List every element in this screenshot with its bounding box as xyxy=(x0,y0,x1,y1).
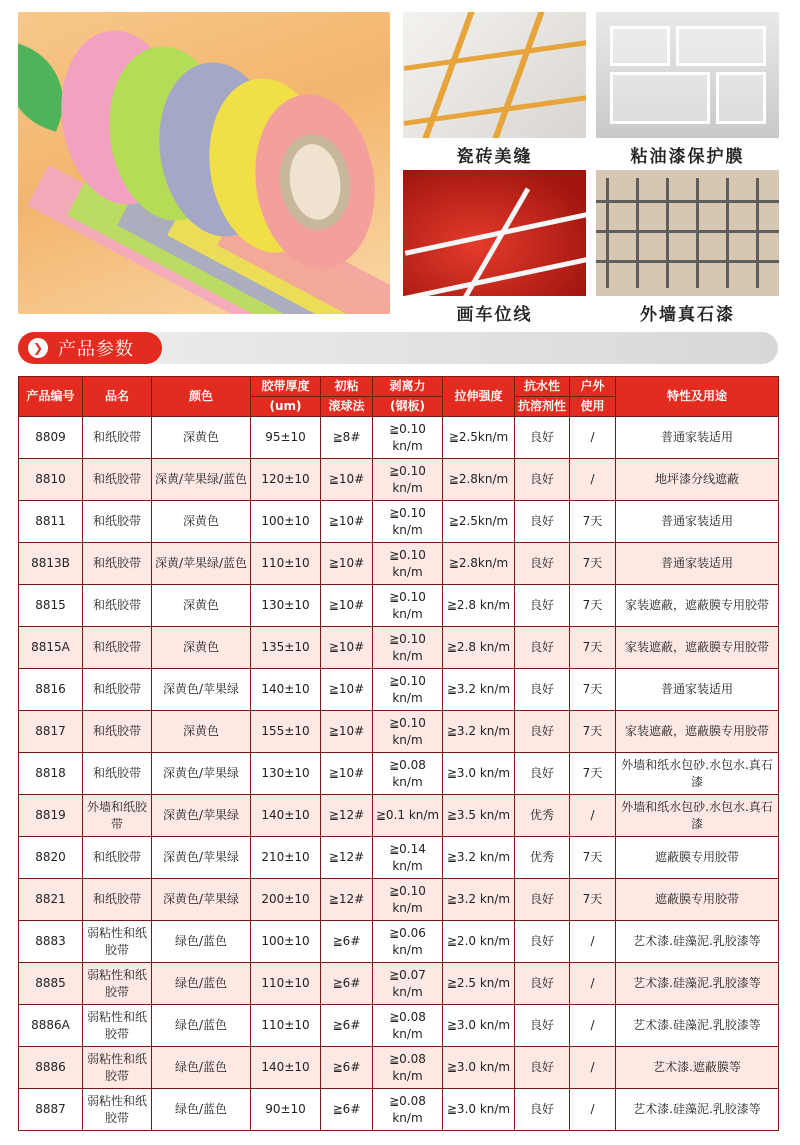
cell-tensile: ≧3.0 kn/m xyxy=(443,753,515,795)
cell-use: 普通家装适用 xyxy=(616,543,779,585)
cell-outdoor: 7天 xyxy=(570,669,616,711)
cell-name: 弱粘性和纸胶带 xyxy=(83,1089,152,1131)
cell-thickness: 130±10 xyxy=(251,753,321,795)
parking-line-photo xyxy=(403,170,586,296)
table-row xyxy=(19,543,779,585)
cell-thickness: 140±10 xyxy=(251,795,321,837)
cell-water: 良好 xyxy=(515,543,570,585)
table-row xyxy=(19,669,779,711)
section-title: 产品参数 xyxy=(58,339,134,360)
cell-water: 优秀 xyxy=(515,795,570,837)
cell-code: 8815A xyxy=(19,627,83,669)
cell-name: 和纸胶带 xyxy=(83,711,152,753)
table-row xyxy=(19,753,779,795)
header-color: 颜色 xyxy=(152,377,251,417)
cell-tack: ≧10# xyxy=(321,543,373,585)
cell-water: 良好 xyxy=(515,753,570,795)
cell-outdoor: 7天 xyxy=(570,711,616,753)
cell-code: 8818 xyxy=(19,753,83,795)
cell-color: 深黄色/苹果绿 xyxy=(152,669,251,711)
cell-thickness: 140±10 xyxy=(251,669,321,711)
cell-outdoor: 7天 xyxy=(570,627,616,669)
cell-color: 绿色/蓝色 xyxy=(152,963,251,1005)
cell-thickness: 210±10 xyxy=(251,837,321,879)
cell-use: 艺术漆.硅藻泥.乳胶漆等 xyxy=(616,921,779,963)
cell-water: 良好 xyxy=(515,459,570,501)
cell-water: 良好 xyxy=(515,627,570,669)
cell-code: 8885 xyxy=(19,963,83,1005)
cell-name: 和纸胶带 xyxy=(83,837,152,879)
cell-peel: ≧0.10 kn/m xyxy=(373,543,443,585)
cell-outdoor: / xyxy=(570,1005,616,1047)
cell-outdoor: / xyxy=(570,417,616,459)
header-peel-top: 剥离力 xyxy=(373,377,443,397)
cell-peel: ≧0.10 kn/m xyxy=(373,711,443,753)
cell-water: 良好 xyxy=(515,1047,570,1089)
cell-thickness: 135±10 xyxy=(251,627,321,669)
cell-tensile: ≧3.0 kn/m xyxy=(443,1005,515,1047)
chevron-right-icon: ❯ xyxy=(28,338,48,358)
paint-protection-film-photo xyxy=(596,12,779,138)
cell-peel: ≧0.10 kn/m xyxy=(373,585,443,627)
table-row xyxy=(19,879,779,921)
cell-thickness: 110±10 xyxy=(251,543,321,585)
table-row xyxy=(19,963,779,1005)
cell-color: 绿色/蓝色 xyxy=(152,1047,251,1089)
cell-outdoor: 7天 xyxy=(570,543,616,585)
header-outdoor-bottom: 使用 xyxy=(570,397,616,417)
cell-tack: ≧12# xyxy=(321,879,373,921)
cell-use: 艺术漆.遮蔽膜等 xyxy=(616,1047,779,1089)
cell-name: 和纸胶带 xyxy=(83,753,152,795)
cell-code: 8887 xyxy=(19,1089,83,1131)
cell-tack: ≧6# xyxy=(321,1005,373,1047)
tile-caption-4: 外墙真石漆 xyxy=(640,305,735,325)
cell-water: 良好 xyxy=(515,501,570,543)
table-row xyxy=(19,501,779,543)
table-row xyxy=(19,795,779,837)
cell-tensile: ≧2.5 kn/m xyxy=(443,963,515,1005)
cell-water: 良好 xyxy=(515,963,570,1005)
tape-core xyxy=(274,130,357,235)
cell-thickness: 155±10 xyxy=(251,711,321,753)
header-name: 品名 xyxy=(83,377,152,417)
table-row xyxy=(19,585,779,627)
cell-tack: ≧10# xyxy=(321,627,373,669)
cell-color: 绿色/蓝色 xyxy=(152,921,251,963)
table-row xyxy=(19,711,779,753)
cell-name: 和纸胶带 xyxy=(83,627,152,669)
cell-peel: ≧0.1 kn/m xyxy=(373,795,443,837)
header-thickness-bottom: (um) xyxy=(251,397,321,417)
cell-outdoor: / xyxy=(570,1089,616,1131)
cell-name: 和纸胶带 xyxy=(83,585,152,627)
cell-code: 8810 xyxy=(19,459,83,501)
cell-water: 良好 xyxy=(515,711,570,753)
cell-tensile: ≧3.2 kn/m xyxy=(443,669,515,711)
cell-color: 深黄色/苹果绿 xyxy=(152,837,251,879)
section-header-pill xyxy=(18,332,162,364)
cell-peel: ≧0.08 kn/m xyxy=(373,1047,443,1089)
cell-tensile: ≧2.5kn/m xyxy=(443,417,515,459)
header-water-bottom: 抗溶剂性 xyxy=(515,397,570,417)
cell-color: 深黄色/苹果绿 xyxy=(152,753,251,795)
tile-caption-3: 画车位线 xyxy=(456,305,533,325)
cell-color: 深黄色 xyxy=(152,627,251,669)
cell-tensile: ≧3.2 kn/m xyxy=(443,837,515,879)
table-row xyxy=(19,921,779,963)
cell-thickness: 140±10 xyxy=(251,1047,321,1089)
cell-water: 良好 xyxy=(515,669,570,711)
cell-tensile: ≧2.5kn/m xyxy=(443,501,515,543)
cell-thickness: 100±10 xyxy=(251,501,321,543)
cell-use: 遮蔽膜专用胶带 xyxy=(616,837,779,879)
cell-water: 良好 xyxy=(515,879,570,921)
table-header-row-1 xyxy=(19,377,779,397)
header-code: 产品编号 xyxy=(19,377,83,417)
cell-tack: ≧6# xyxy=(321,1089,373,1131)
product-parameters-table xyxy=(18,376,779,1131)
header-tensile: 拉伸强度 xyxy=(443,377,515,417)
cell-tensile: ≧3.2 kn/m xyxy=(443,879,515,921)
cell-use: 普通家装适用 xyxy=(616,417,779,459)
cell-tack: ≧8# xyxy=(321,417,373,459)
cell-water: 良好 xyxy=(515,1089,570,1131)
cell-name: 弱粘性和纸胶带 xyxy=(83,963,152,1005)
cell-code: 8819 xyxy=(19,795,83,837)
cell-use: 艺术漆.硅藻泥.乳胶漆等 xyxy=(616,963,779,1005)
cell-code: 8811 xyxy=(19,501,83,543)
cell-name: 和纸胶带 xyxy=(83,417,152,459)
cell-outdoor: 7天 xyxy=(570,585,616,627)
cell-code: 8817 xyxy=(19,711,83,753)
cell-use: 普通家装适用 xyxy=(616,501,779,543)
cell-thickness: 110±10 xyxy=(251,1005,321,1047)
cell-thickness: 110±10 xyxy=(251,963,321,1005)
cell-outdoor: 7天 xyxy=(570,879,616,921)
cell-code: 8883 xyxy=(19,921,83,963)
cell-code: 8886 xyxy=(19,1047,83,1089)
cell-outdoor: / xyxy=(570,795,616,837)
cell-outdoor: 7天 xyxy=(570,501,616,543)
cell-peel: ≧0.10 kn/m xyxy=(373,669,443,711)
cell-peel: ≧0.08 kn/m xyxy=(373,1089,443,1131)
cell-name: 弱粘性和纸胶带 xyxy=(83,1047,152,1089)
cell-outdoor: 7天 xyxy=(570,753,616,795)
cell-color: 绿色/蓝色 xyxy=(152,1089,251,1131)
cell-outdoor: / xyxy=(570,921,616,963)
header-thickness-top: 胶带厚度 xyxy=(251,377,321,397)
cell-tack: ≧10# xyxy=(321,585,373,627)
cell-color: 深黄/苹果绿/蓝色 xyxy=(152,543,251,585)
cell-use: 家装遮蔽，遮蔽膜专用胶带 xyxy=(616,627,779,669)
cell-use: 外墙和纸水包砂.水包水.真石漆 xyxy=(616,753,779,795)
cell-use: 家装遮蔽，遮蔽膜专用胶带 xyxy=(616,585,779,627)
cell-use: 外墙和纸水包砂.水包水.真石漆 xyxy=(616,795,779,837)
header-tack-top: 初粘 xyxy=(321,377,373,397)
cell-code: 8886A xyxy=(19,1005,83,1047)
cell-code: 8816 xyxy=(19,669,83,711)
cell-peel: ≧0.10 kn/m xyxy=(373,501,443,543)
cell-tack: ≧6# xyxy=(321,963,373,1005)
cell-tack: ≧10# xyxy=(321,459,373,501)
cell-name: 弱粘性和纸胶带 xyxy=(83,921,152,963)
cell-use: 家装遮蔽，遮蔽膜专用胶带 xyxy=(616,711,779,753)
table-row xyxy=(19,837,779,879)
header-outdoor-top: 户外 xyxy=(570,377,616,397)
header-water-top: 抗水性 xyxy=(515,377,570,397)
cell-tack: ≧10# xyxy=(321,669,373,711)
cell-peel: ≧0.10 kn/m xyxy=(373,627,443,669)
cell-tensile: ≧2.8 kn/m xyxy=(443,627,515,669)
cell-tensile: ≧3.0 kn/m xyxy=(443,1089,515,1131)
cell-thickness: 95±10 xyxy=(251,417,321,459)
cell-tack: ≧6# xyxy=(321,1047,373,1089)
cell-tensile: ≧3.2 kn/m xyxy=(443,711,515,753)
table-row xyxy=(19,1005,779,1047)
table-row xyxy=(19,417,779,459)
cell-peel: ≧0.08 kn/m xyxy=(373,753,443,795)
cell-name: 弱粘性和纸胶带 xyxy=(83,1005,152,1047)
cell-use: 遮蔽膜专用胶带 xyxy=(616,879,779,921)
cell-outdoor: / xyxy=(570,1047,616,1089)
cell-peel: ≧0.10 kn/m xyxy=(373,417,443,459)
cell-use: 艺术漆.硅藻泥.乳胶漆等 xyxy=(616,1089,779,1131)
cell-tack: ≧10# xyxy=(321,753,373,795)
cell-tack: ≧10# xyxy=(321,711,373,753)
hero-tape-rolls-photo xyxy=(18,12,390,314)
cell-tensile: ≧2.8kn/m xyxy=(443,543,515,585)
cell-color: 深黄色 xyxy=(152,501,251,543)
cell-code: 8809 xyxy=(19,417,83,459)
cell-peel: ≧0.10 kn/m xyxy=(373,459,443,501)
cell-outdoor: 7天 xyxy=(570,837,616,879)
cell-use: 艺术漆.硅藻泥.乳胶漆等 xyxy=(616,1005,779,1047)
cell-outdoor: / xyxy=(570,963,616,1005)
cell-water: 良好 xyxy=(515,921,570,963)
cell-outdoor: / xyxy=(570,459,616,501)
exterior-stone-paint-photo xyxy=(596,170,779,296)
cell-peel: ≧0.10 kn/m xyxy=(373,879,443,921)
cell-water: 良好 xyxy=(515,1005,570,1047)
header-tack-bottom: 滚球法 xyxy=(321,397,373,417)
cell-tensile: ≧2.0 kn/m xyxy=(443,921,515,963)
cell-water: 优秀 xyxy=(515,837,570,879)
cell-name: 和纸胶带 xyxy=(83,879,152,921)
cell-water: 良好 xyxy=(515,585,570,627)
cell-thickness: 130±10 xyxy=(251,585,321,627)
cell-peel: ≧0.07 kn/m xyxy=(373,963,443,1005)
tile-caption-2: 粘油漆保护膜 xyxy=(630,147,745,167)
cell-name: 和纸胶带 xyxy=(83,501,152,543)
cell-tensile: ≧2.8kn/m xyxy=(443,459,515,501)
cell-color: 深黄色/苹果绿 xyxy=(152,795,251,837)
cell-tensile: ≧3.0 kn/m xyxy=(443,1047,515,1089)
cell-color: 深黄色 xyxy=(152,585,251,627)
cell-code: 8821 xyxy=(19,879,83,921)
cell-thickness: 90±10 xyxy=(251,1089,321,1131)
cell-name: 外墙和纸胶带 xyxy=(83,795,152,837)
tile-grout-photo xyxy=(403,12,586,138)
cell-peel: ≧0.06 kn/m xyxy=(373,921,443,963)
header-use: 特性及用途 xyxy=(616,377,779,417)
cell-color: 深黄色/苹果绿 xyxy=(152,879,251,921)
table-row xyxy=(19,627,779,669)
cell-tensile: ≧3.5 kn/m xyxy=(443,795,515,837)
cell-name: 和纸胶带 xyxy=(83,669,152,711)
cell-thickness: 200±10 xyxy=(251,879,321,921)
cell-use: 普通家装适用 xyxy=(616,669,779,711)
header-peel-bottom: (钢板) xyxy=(373,397,443,417)
table-row xyxy=(19,459,779,501)
cell-color: 深黄色 xyxy=(152,417,251,459)
cell-code: 8813B xyxy=(19,543,83,585)
cell-tack: ≧12# xyxy=(321,837,373,879)
tile-caption-1: 瓷砖美缝 xyxy=(456,147,533,167)
cell-tack: ≧10# xyxy=(321,501,373,543)
cell-water: 良好 xyxy=(515,417,570,459)
table-row xyxy=(19,1047,779,1089)
table-row xyxy=(19,1089,779,1131)
cell-tack: ≧6# xyxy=(321,921,373,963)
cell-color: 深黄色 xyxy=(152,711,251,753)
cell-thickness: 100±10 xyxy=(251,921,321,963)
cell-tensile: ≧2.8 kn/m xyxy=(443,585,515,627)
cell-name: 和纸胶带 xyxy=(83,543,152,585)
cell-color: 深黄/苹果绿/蓝色 xyxy=(152,459,251,501)
cell-name: 和纸胶带 xyxy=(83,459,152,501)
cell-peel: ≧0.08 kn/m xyxy=(373,1005,443,1047)
cell-use: 地坪漆分线遮蔽 xyxy=(616,459,779,501)
cell-thickness: 120±10 xyxy=(251,459,321,501)
cell-code: 8815 xyxy=(19,585,83,627)
cell-code: 8820 xyxy=(19,837,83,879)
table-body xyxy=(19,417,779,1131)
cell-tack: ≧12# xyxy=(321,795,373,837)
cell-color: 绿色/蓝色 xyxy=(152,1005,251,1047)
cell-peel: ≧0.14 kn/m xyxy=(373,837,443,879)
